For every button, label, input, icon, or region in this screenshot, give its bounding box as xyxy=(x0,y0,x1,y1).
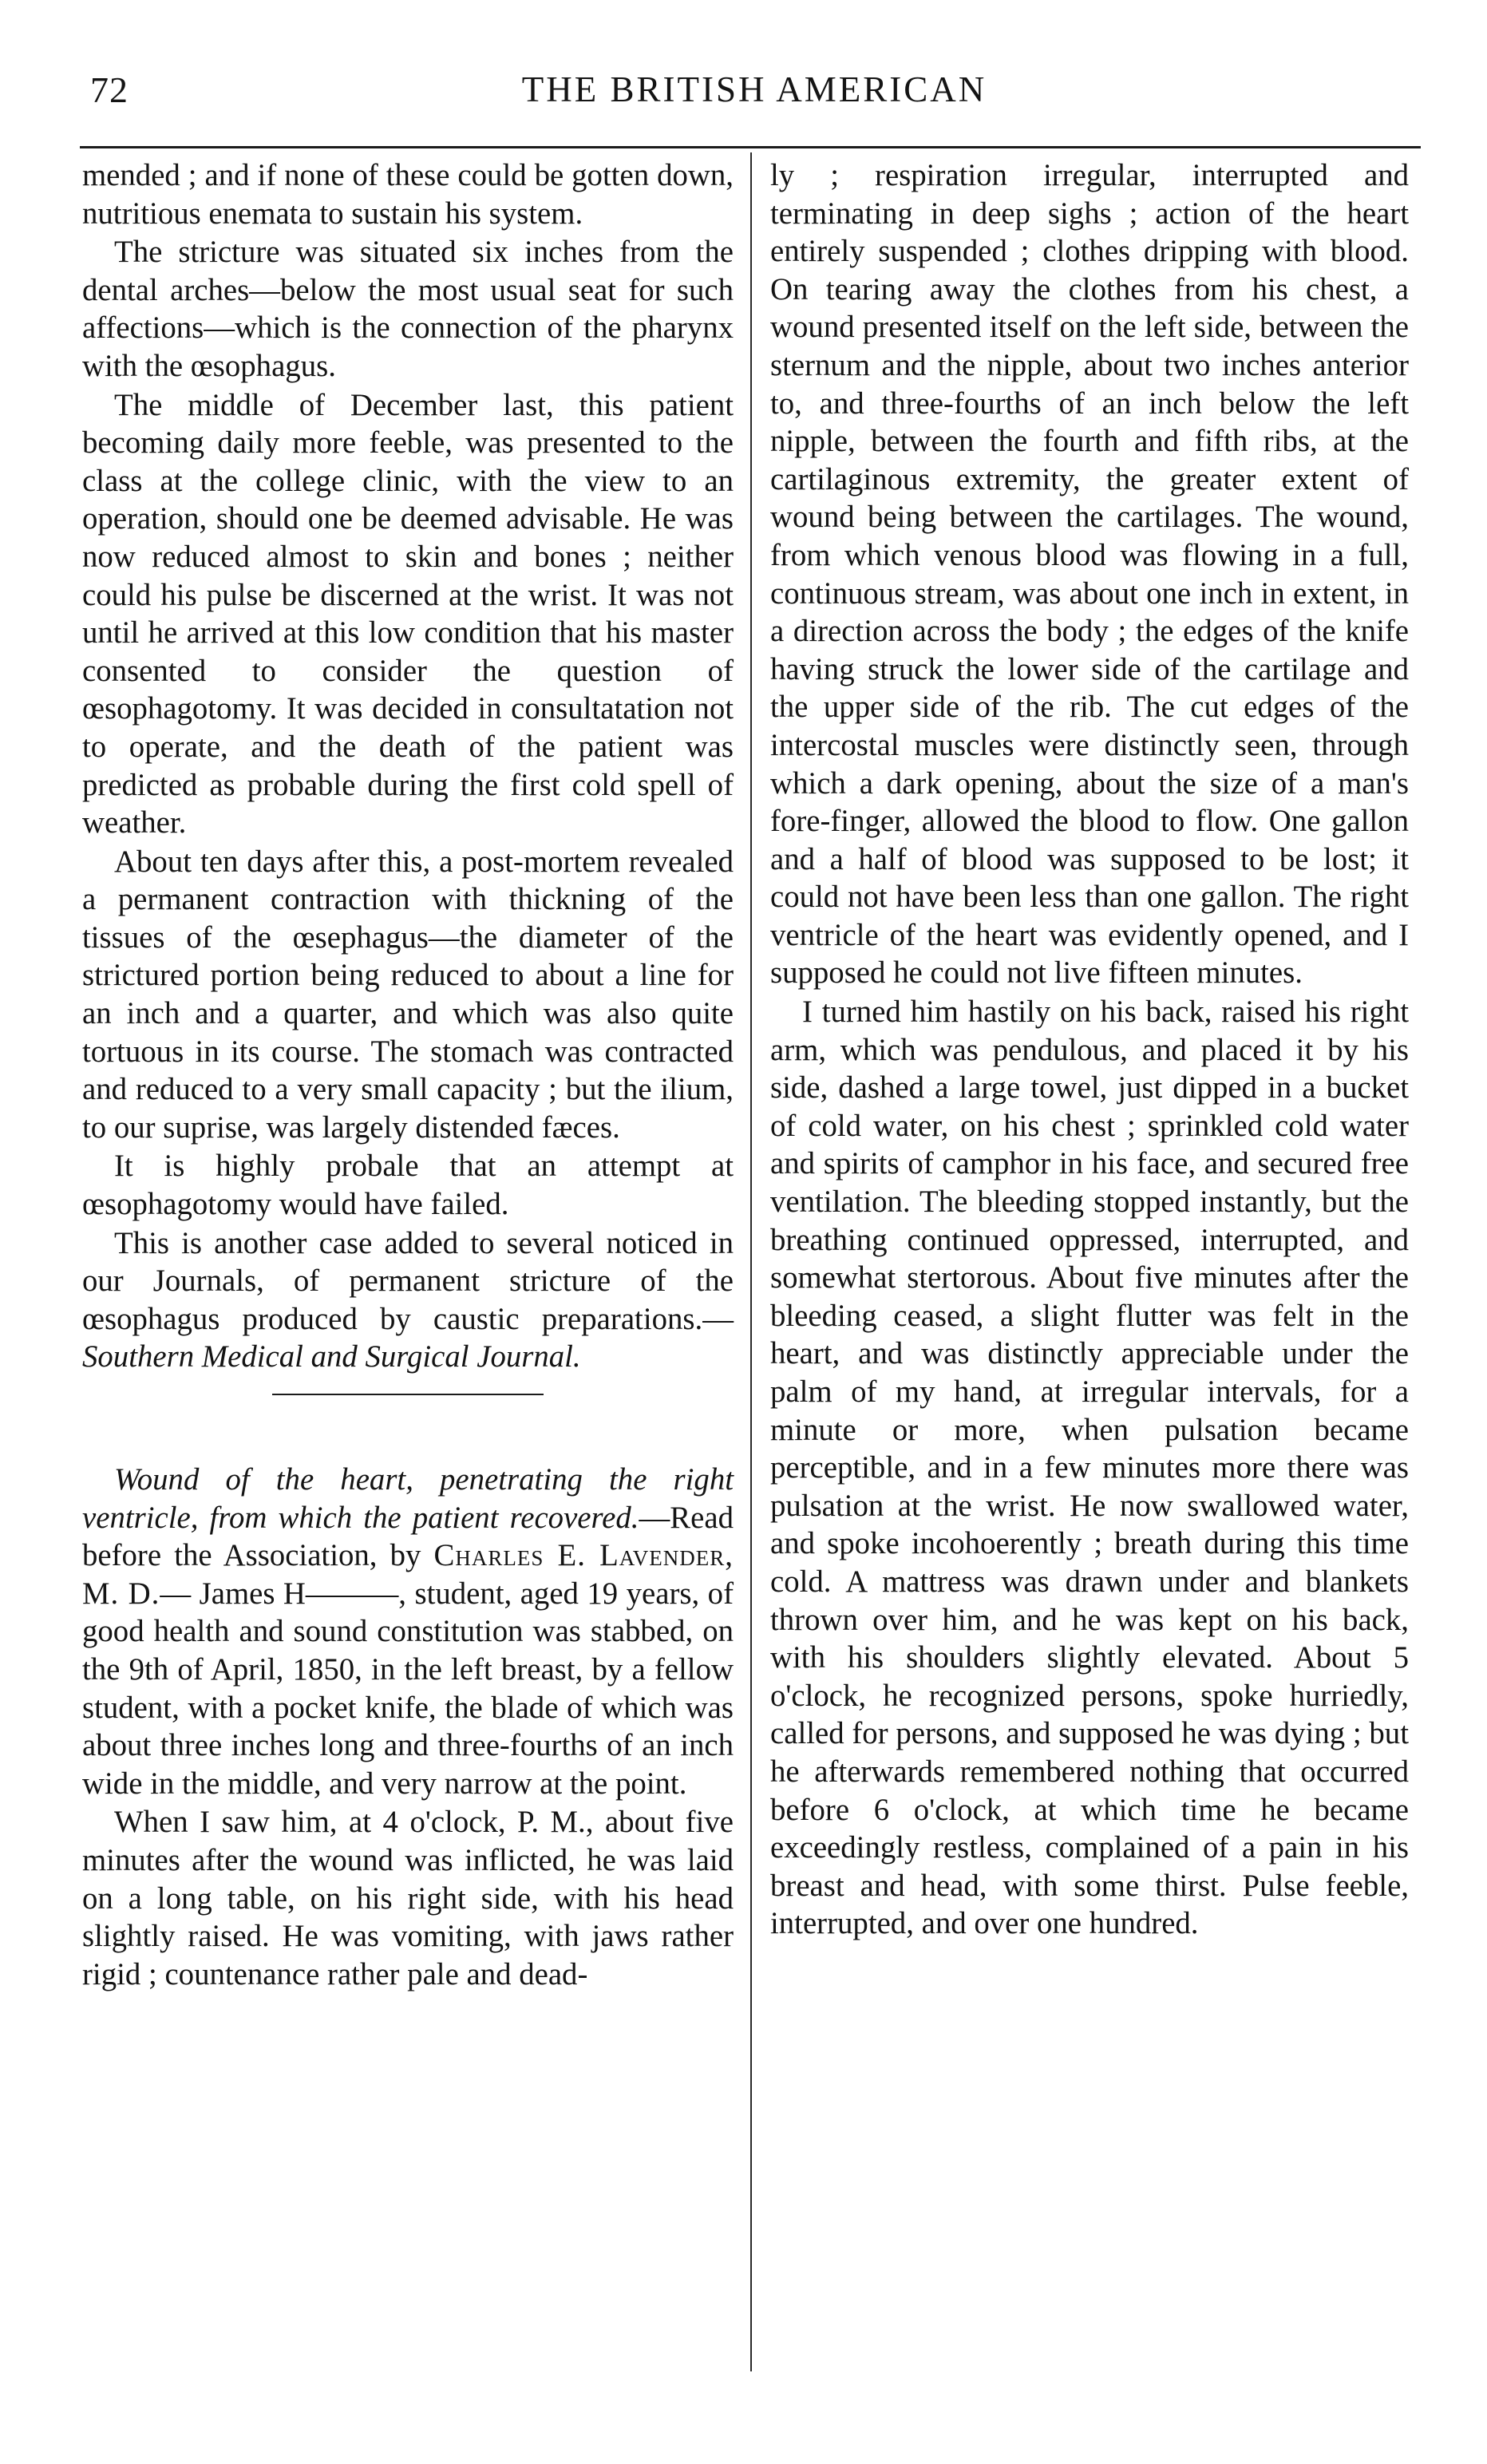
paragraph: ly ; respiration irregular, interrupted and terminating in deep sighs ; action of the heart entirely suspended ; clothes dripping with blood. On tearing away the clothes from his chest, a wound presented itself on the left side, between the sternum and the nipple, about two inches anterior to, and three-fourths of an inch below the left nipple, between the fourth and fifth ribs, at the cartilaginous extremity, the greater extent of wound being between the cartilages. The wound, from which venous blood was flowing in a full, continuous stream, was about one inch in extent, in a direction across the body ; the edges of the knife having struck the lower side of the cartilage and the upper side of the rib. The cut edges of the intercostal muscles were distinctly seen, through which a dark opening, about the size of a man's fore-finger, allowed the blood to flow. One gallon and a half of blood was supposed to be lost; it could not have been less than one gallon. The right ventricle of the heart was evidently opened, and I supposed he could not live fifteen minutes. xyxy=(770,158,1409,991)
paragraph-with-source xyxy=(82,1224,734,1376)
article-read-before: —Read before the Association, by xyxy=(82,1500,734,1573)
article-title: Wound of the heart, penetrating the right ventricle, from which the patient recovered. xyxy=(82,1462,734,1535)
paragraph: When I saw him, at 4 o'clock, P. M., about five minutes after the wound was inflicted, he was laid on a long table, on his right side, with his head slightly raised. He was vomiting, with jaws rather rigid ; countenance rather pale and dead- xyxy=(82,1805,734,1991)
paragraph: I turned him hastily on his back, raised his right arm, which was pendulous, and placed it by his side, dashed a large towel, just dipped in a bucket of cold water, on his chest ; sprinkled cold water and spirits of camphor in his face, and secured free ventilation. The bleeding stopped instantly, but the breathing continued oppressed, interrupted, and somewhat stertorous. About five minutes after the bleeding ceased, a slight flutter was felt in the heart, and was distinctly appreciable under the palm of my hand, at irregular intervals, for a minute or more, when pulsation became perceptible, and in a few minutes more there was pulsation at the wrist. He now swallowed water, and spoke incohoerently ; breath during this time cold. A mattress was drawn under and blankets thrown over him, and he was kept on his back, with his shoulders slightly elevated. About 5 o'clock, he recognized persons, spoke hurriedly, called for persons, and supposed he was dying ; but he afterwards remembered nothing that occurred before 6 o'clock, at which time he became exceedingly restless, complained of a pain in his breast and head, with some thirst. Pulse feeble, interrupted, and over one hundred. xyxy=(770,995,1409,1941)
page-number: 72 xyxy=(90,69,129,110)
left-column xyxy=(82,156,734,1993)
running-title: THE BRITISH AMERICAN xyxy=(521,69,987,109)
header-rule xyxy=(80,146,1421,148)
section-divider xyxy=(272,1394,544,1395)
paragraph-text: This is another case added to several noticed in our Journals, of permanent stricture of the œsophagus produced by caustic preparations.— xyxy=(82,1225,734,1336)
article-opening xyxy=(82,1461,734,1802)
paragraph: It is highly probale that an attempt at œsophagotomy would have failed. xyxy=(82,1149,734,1222)
source-citation: Southern Medical and Surgical Journal. xyxy=(82,1339,581,1374)
author-name: Charles E. Lavender, M. D. xyxy=(82,1538,734,1611)
paragraph: About ten days after this, a post-mortem revealed a permanent contraction with thickning of the tissues of the œsephagus—the diameter of the strictured portion being reduced to about a line for an inch and a quarter, and which was also quite tortuous in its course. The stomach was contracted and reduced to a very small capacity ; but the ilium, to our suprise, was largely distended fæces. xyxy=(82,844,734,1145)
page-header xyxy=(76,62,1433,138)
paragraph: The middle of December last, this patient becoming daily more feeble, was presented to the class at the college clinic, with the view to an operation, should one be deemed advisable. He was now reduced almost to skin and bones ; neither could his pulse be discerned at the wrist. It was not until he arrived at this low condition that his master consented to consider the question of œsophagotomy. It was decided in consultatation not to operate, and the death of the patient was predicted as probable during the first cold spell of weather. xyxy=(82,387,734,840)
right-column xyxy=(770,156,1409,1943)
paragraph: The stricture was situated six inches from the dental arches—below the most usual seat for such affections—which is the connection of the pharynx with the œsophagus. xyxy=(82,235,734,383)
column-divider xyxy=(750,152,752,2371)
paragraph: mended ; and if none of these could be gotten down, nutritious enemata to sustain his system. xyxy=(82,158,734,231)
paragraph-text: — James H———, student, aged 19 years, of good health and sound constitution was stabbed, on the 9th of April, 1850, in the left breast, by a fellow student, with a pocket knife, the blade of which was about three inches long and three-fourths of an inch wide in the middle, and very narrow at the point. xyxy=(82,1576,734,1801)
